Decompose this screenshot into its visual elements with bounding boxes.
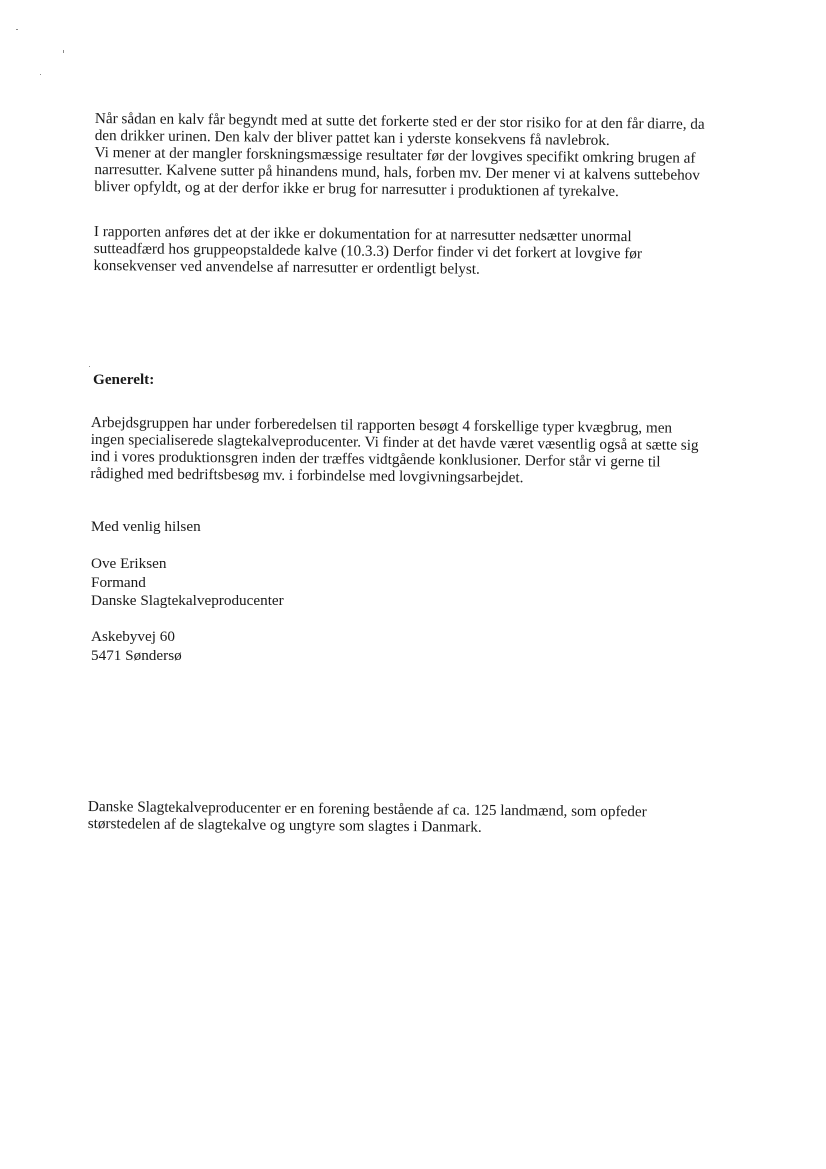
address-block [91, 628, 182, 665]
scan-speck [63, 50, 64, 53]
closing-greeting: Med venlig hilsen [91, 518, 201, 535]
paragraph-calf-sucking [94, 110, 705, 201]
scan-speck [16, 29, 18, 30]
signer-name: Ove Eriksen [91, 555, 167, 572]
text-line: konsekvenser ved anvendelse af narresutter er ordentligt belyst. [93, 256, 480, 278]
signature-block [91, 555, 284, 611]
text-line: sutteadfærd hos gruppeopstaldede kalve (10.3.3) Derfor finder vi det forkert at lovgive før [93, 239, 643, 263]
text-line: Danske Slagtekalveproducenter er en forening bestående af ca. 125 landmænd, som opfeder [87, 798, 647, 821]
text-line: størstedelen af de slagtekalve og ungtyre som slagtes i Danmark. [87, 814, 482, 836]
address-city: 5471 Søndersø [91, 646, 182, 664]
text-line: ingen specialiserede slagtekalveproducenter. Vi finder at det havde været væsentlig også at sætte sig [90, 430, 699, 454]
text-line: narresutter. Kalvene sutter på hinandens mund, hals, forben mv. Der mener vi at kalvens suttebehov [94, 160, 700, 184]
signer-title: Formand [91, 573, 146, 591]
text-line: rådighed med bedriftsbesøg mv. i forbindelse med lovgivningsarbejdet. [90, 464, 524, 487]
address-street: Askebyvej 60 [91, 628, 175, 645]
section-heading: Generelt: [93, 371, 155, 388]
text-line: Når sådan en kalv får begyndt med at sutte det forkerte sted er der stor risiko for at den får diarre, da [94, 110, 705, 133]
scan-speck [40, 74, 41, 75]
paragraph-general [90, 414, 698, 488]
text-line: Vi mener at der mangler forskningsmæssige resultater før der lovgives specifikt omkring brugen af [94, 143, 696, 167]
text-line: ind i vores produktionsgren inden der træffes vidtgående konklusioner. Derfor står vi gerne til [90, 447, 661, 471]
text-line: bliver opfyldt, og at der derfor ikke er brug for narresutter i produktionen af tyrekalve. [94, 177, 619, 201]
text-line: den drikker urinen. Den kalv der bliver pattet kan i yderste konsekvens få navlebrok. [94, 126, 610, 149]
paragraph-report-documentation [94, 223, 643, 279]
text-line: I rapporten anføres det at der ikke er dokumentation for at narresutter nedsætter unormal [93, 223, 632, 246]
scan-speck [89, 366, 90, 367]
footer-association-note [88, 798, 647, 837]
text-line: Arbejdsgruppen har under forberedelsen til rapporten besøgt 4 forskellige typer kvægbrug, men [90, 414, 673, 437]
signer-organization: Danske Slagtekalveproducenter [91, 592, 284, 609]
